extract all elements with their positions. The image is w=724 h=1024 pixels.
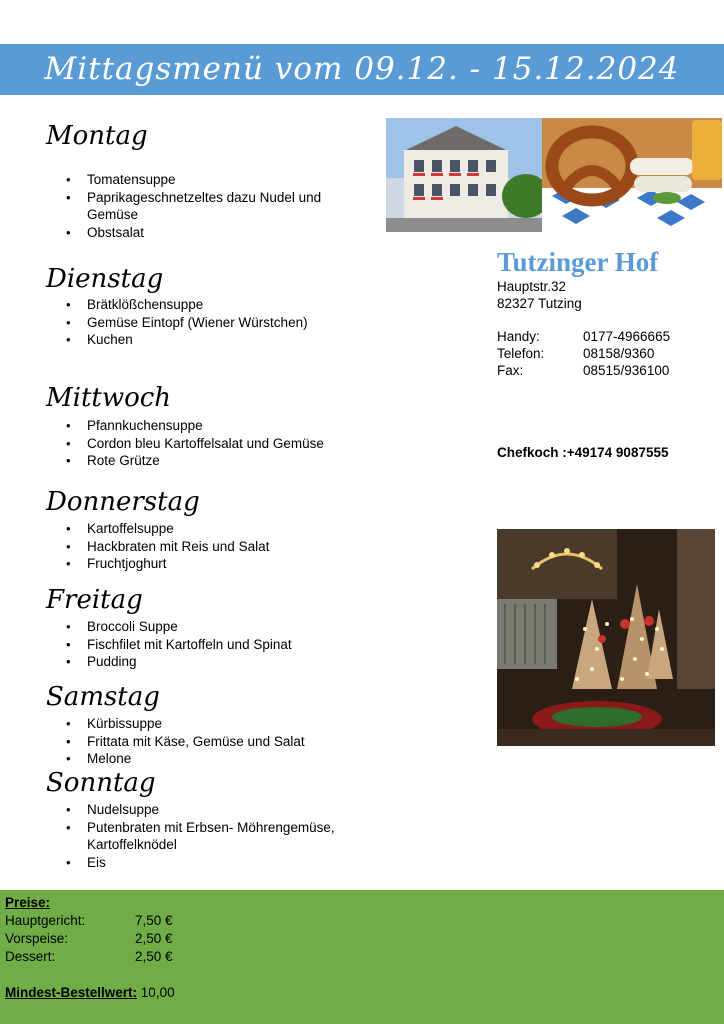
day-heading-donnerstag: Donnerstag bbox=[46, 487, 200, 517]
menu-item: • Frittata mit Käse, Gemüse und Salat bbox=[66, 733, 366, 751]
day-heading-montag: Montag bbox=[46, 121, 148, 151]
price-label-vorspeise: Vorspeise: bbox=[5, 931, 69, 946]
day-heading-samstag: Samstag bbox=[46, 682, 160, 712]
menu-list-samstag bbox=[66, 715, 366, 768]
minimum-order-label: Mindest-Bestellwert: bbox=[5, 985, 138, 1000]
prices-heading: Preise: bbox=[5, 895, 51, 910]
pretzel-weisswurst-photo bbox=[542, 118, 722, 232]
menu-item: • Kuchen bbox=[66, 331, 366, 349]
menu-item: • Brätklößchensuppe bbox=[66, 296, 366, 314]
price-value-vorspeise: 2,50 € bbox=[135, 931, 173, 946]
contact-label-fax: Fax: bbox=[497, 363, 524, 378]
menu-item: • Hackbraten mit Reis und Salat bbox=[66, 538, 366, 556]
menu-item: • Fruchtjoghurt bbox=[66, 555, 366, 573]
menu-item: • Pfannkuchensuppe bbox=[66, 417, 366, 435]
price-label-dessert: Dessert: bbox=[5, 949, 56, 964]
menu-item: • Putenbraten mit Erbsen- Möhrengemüse, Kartoffelknödel bbox=[66, 819, 357, 854]
day-heading-freitag: Freitag bbox=[46, 585, 143, 615]
minimum-order bbox=[5, 985, 175, 1000]
price-value-dessert: 2,50 € bbox=[135, 949, 173, 964]
christmas-decoration-photo bbox=[497, 529, 715, 746]
menu-item: • Rote Grütze bbox=[66, 452, 366, 470]
contact-value-telefon: 08158/9360 bbox=[583, 346, 655, 361]
minimum-order-value: 10,00 bbox=[140, 985, 175, 1000]
menu-title-banner bbox=[0, 44, 724, 95]
menu-list-donnerstag bbox=[66, 520, 366, 573]
menu-list-freitag bbox=[66, 618, 366, 671]
hotel-building-photo bbox=[386, 118, 544, 232]
chef-contact: Chefkoch :+49174 9087555 bbox=[497, 445, 669, 460]
day-heading-sonntag: Sonntag bbox=[46, 768, 156, 798]
menu-title: Mittagsmenü vom 09.12. - 15.12.2024 bbox=[44, 51, 680, 87]
menu-item: • Nudelsuppe bbox=[66, 801, 366, 819]
menu-item: • Kartoffelsuppe bbox=[66, 520, 366, 538]
prices-footer bbox=[0, 890, 724, 1024]
menu-item: • Eis bbox=[66, 854, 366, 872]
contact-label-telefon: Telefon: bbox=[497, 346, 545, 361]
menu-list-sonntag bbox=[66, 801, 366, 871]
day-heading-dienstag: Dienstag bbox=[46, 264, 164, 294]
menu-item: • Obstsalat bbox=[66, 224, 366, 242]
price-label-hauptgericht: Hauptgericht: bbox=[5, 913, 86, 928]
menu-item: • Paprikageschnetzeltes dazu Nudel und Gemüse bbox=[66, 189, 352, 224]
restaurant-name: Tutzinger Hof bbox=[497, 247, 659, 277]
menu-list-dienstag bbox=[66, 296, 366, 349]
menu-item: • Pudding bbox=[66, 653, 366, 671]
menu-list-mittwoch bbox=[66, 417, 366, 470]
menu-item: • Broccoli Suppe bbox=[66, 618, 366, 636]
menu-item: • Fischfilet mit Kartoffeln und Spinat bbox=[66, 636, 366, 654]
price-value-hauptgericht: 7,50 € bbox=[135, 913, 173, 928]
address-street: Hauptstr.32 bbox=[497, 279, 567, 294]
contact-label-handy: Handy: bbox=[497, 329, 540, 344]
day-heading-mittwoch: Mittwoch bbox=[46, 383, 172, 413]
menu-item: • Kürbissuppe bbox=[66, 715, 366, 733]
address-city: 82327 Tutzing bbox=[497, 296, 582, 311]
menu-item: • Melone bbox=[66, 750, 366, 768]
menu-item: • Tomatensuppe bbox=[66, 171, 366, 189]
contact-value-fax: 08515/936100 bbox=[583, 363, 670, 378]
menu-item: • Cordon bleu Kartoffelsalat und Gemüse bbox=[66, 435, 366, 453]
contact-value-handy: 0177-4966665 bbox=[583, 329, 671, 344]
menu-item: • Gemüse Eintopf (Wiener Würstchen) bbox=[66, 314, 366, 332]
menu-list-montag bbox=[66, 171, 366, 241]
